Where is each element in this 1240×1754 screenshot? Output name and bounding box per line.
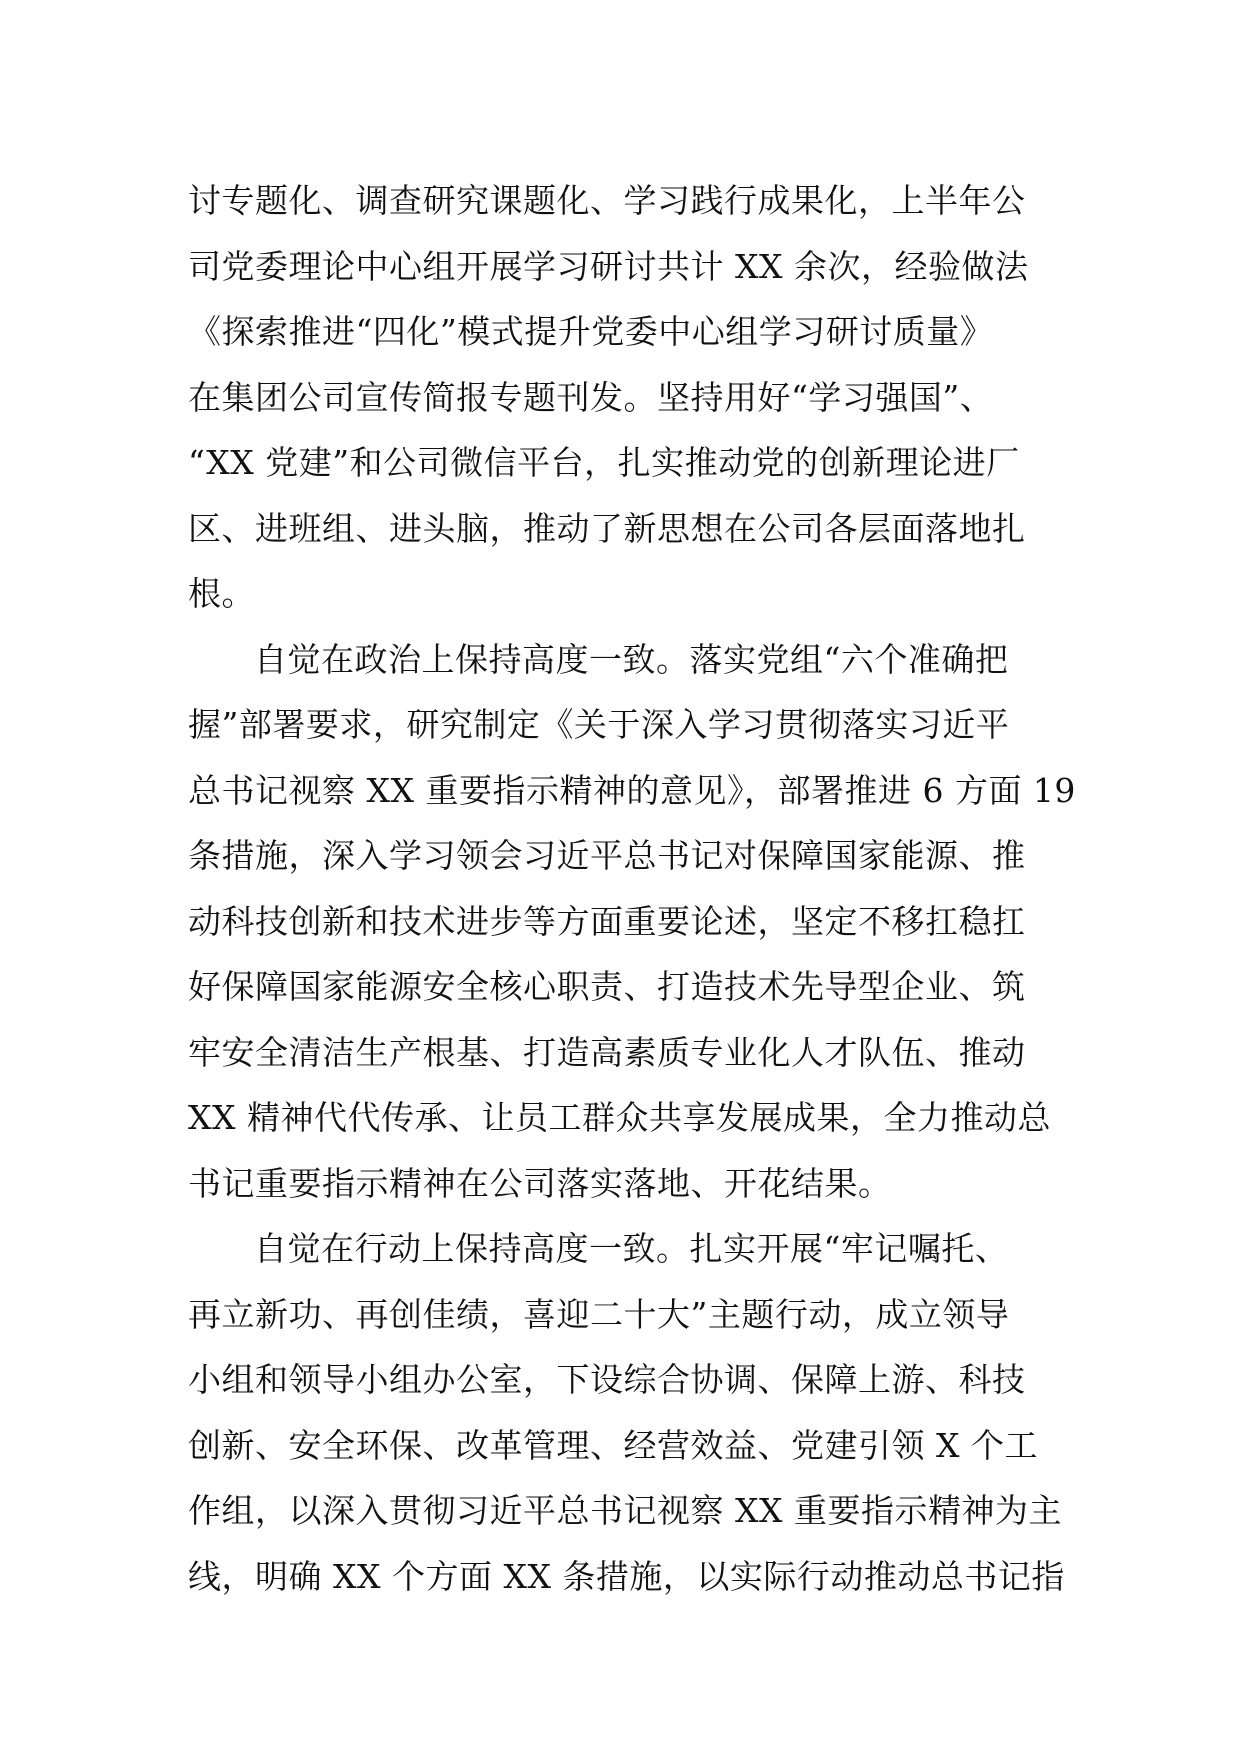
text-line: 《探索推进“四化”模式提升党委中心组学习研讨质量》 [188, 312, 994, 351]
text-line: 好保障国家能源安全核心职责、打造技术先导型企业、筑 [188, 967, 1026, 1006]
text-line: 握”部署要求，研究制定《关于深入学习贯彻落实习近平 [188, 705, 1010, 744]
text-line: 在集团公司宣传简报专题刊发。坚持用好“学习强国”、 [188, 377, 994, 417]
text-line: 条措施，深入学习领会习近平总书记对保障国家能源、推 [188, 836, 1026, 875]
text-line: 小组和领导小组办公室，下设综合协调、保障上游、科技 [188, 1360, 1026, 1399]
text-line: 创新、安全环保、改革管理、经营效益、党建引领 X 个工 [188, 1425, 1038, 1465]
text-line: 自觉在行动上保持高度一致。扎实开展“牢记嘱托、 [254, 1229, 1009, 1268]
text-line: 司党委理论中心组开展学习研讨共计 XX 余次，经验做法 [188, 246, 1029, 286]
text-line: 牢安全清洁生产根基、打造高素质专业化人才队伍、推动 [188, 1032, 1026, 1072]
text-line: 讨专题化、调查研究课题化、学习践行成果化，上半年公 [188, 181, 1026, 220]
text-line: 自觉在政治上保持高度一致。落实党组“六个准确把 [254, 639, 1009, 679]
text-line: 根。 [188, 574, 255, 613]
text-line: “XX 党建”和公司微信平台，扎实推动党的创新理论进厂 [188, 443, 1020, 482]
text-line: 作组，以深入贯彻习近平总书记视察 XX 重要指示精神为主 [188, 1491, 1062, 1530]
document-body [188, 168, 1076, 1609]
text-line: 线，明确 XX 个方面 XX 条措施，以实际行动推动总书记指 [188, 1556, 1065, 1596]
text-line: 书记重要指示精神在公司落实落地、开花结果。 [188, 1163, 892, 1203]
text-line: XX 精神代代传承、让员工群众共享发展成果，全力推动总 [188, 1098, 1051, 1137]
paragraph-1 [188, 168, 1068, 627]
paragraph-3 [188, 1216, 1068, 1609]
text-line: 动科技创新和技术进步等方面重要论述，坚定不移扛稳扛 [188, 901, 1026, 941]
text-line: 再立新功、再创佳绩，喜迎二十大”主题行动，成立领导 [188, 1294, 1010, 1334]
text-line: 总书记视察 XX 重要指示精神的意见》，部署推进 6 方面 19 [188, 770, 1076, 810]
paragraph-2 [188, 627, 1076, 1217]
text-line: 区、进班组、进头脑，推动了新思想在公司各层面落地扎 [188, 508, 1026, 548]
